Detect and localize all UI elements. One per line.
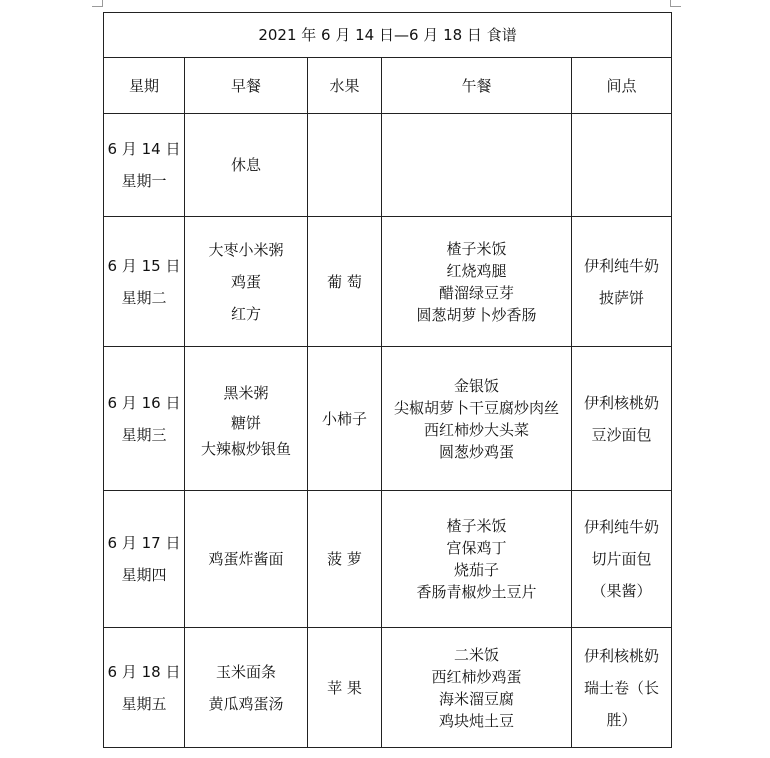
breakfast-item: 糖饼	[230, 413, 261, 432]
breakfast-cell	[185, 347, 308, 491]
breakfast-item: 大辣椒炒银鱼	[200, 439, 291, 458]
snack-item: （果酱）	[591, 582, 652, 600]
breakfast-item: 玉米面条	[215, 662, 276, 681]
snack-item: 伊利核桃奶	[584, 393, 660, 412]
day-cell	[104, 217, 185, 347]
breakfast-cell	[185, 114, 308, 217]
lunch-cell	[382, 217, 572, 347]
lunch-item: 醋溜绿豆芽	[438, 283, 514, 302]
lunch-item: 烧茄子	[453, 561, 499, 579]
breakfast-item: 鸡蛋	[230, 272, 261, 291]
snack-item: 伊利纯牛奶	[584, 256, 660, 275]
lunch-item: 圆葱炒鸡蛋	[438, 442, 514, 461]
header-breakfast: 早餐	[185, 58, 308, 114]
header-lunch: 午餐	[382, 58, 572, 114]
header-weekday: 星期	[104, 58, 185, 114]
breakfast-cell	[185, 628, 308, 748]
breakfast-item: 鸡蛋炸酱面	[208, 550, 284, 568]
lunch-item: 红烧鸡腿	[446, 261, 507, 280]
snack-cell	[572, 628, 672, 748]
header-snack: 间点	[572, 58, 672, 114]
table-row-thu	[104, 491, 672, 628]
date-label: 6 月 18 日	[107, 662, 181, 681]
page-corner-mark-right	[670, 0, 681, 7]
breakfast-cell	[185, 491, 308, 628]
weekday-label: 星期一	[121, 172, 167, 190]
day-cell	[104, 491, 185, 628]
weekday-label: 星期四	[121, 566, 167, 584]
breakfast-item: 黄瓜鸡蛋汤	[208, 694, 284, 713]
lunch-item: 二米饭	[453, 645, 499, 664]
lunch-cell	[382, 347, 572, 491]
menu-title: 2021 年 6 月 14 日—6 月 18 日 食谱	[104, 13, 672, 58]
breakfast-item: 休息	[230, 156, 261, 174]
lunch-item: 尖椒胡萝卜干豆腐炒肉丝	[393, 398, 559, 417]
day-cell	[104, 628, 185, 748]
lunch-item: 金银饭	[453, 376, 499, 395]
lunch-cell	[382, 491, 572, 628]
breakfast-cell	[185, 217, 308, 347]
header-fruit: 水果	[308, 58, 382, 114]
lunch-item: 鸡块炖土豆	[438, 711, 514, 730]
date-label: 6 月 14 日	[107, 140, 181, 158]
lunch-item: 楂子米饭	[446, 239, 507, 258]
page-corner-mark-left	[92, 0, 103, 7]
table-row-wed	[104, 347, 672, 491]
date-label: 6 月 16 日	[107, 393, 181, 412]
lunch-cell	[382, 114, 572, 217]
date-label: 6 月 15 日	[107, 256, 181, 275]
lunch-item: 宫保鸡丁	[446, 539, 507, 557]
breakfast-item: 黑米粥	[223, 383, 269, 402]
table-row-tue	[104, 217, 672, 347]
weekly-menu-table	[103, 12, 672, 748]
date-label: 6 月 17 日	[107, 534, 181, 552]
lunch-item: 海米溜豆腐	[438, 689, 514, 708]
weekday-label: 星期二	[121, 288, 167, 307]
weekday-label: 星期三	[121, 425, 167, 444]
snack-cell	[572, 491, 672, 628]
weekday-label: 星期五	[121, 694, 167, 713]
snack-item: 伊利纯牛奶	[584, 518, 660, 536]
fruit-cell: 苹 果	[308, 628, 382, 748]
snack-item: 切片面包	[591, 550, 652, 568]
fruit-cell: 菠 萝	[308, 491, 382, 628]
day-cell	[104, 347, 185, 491]
lunch-item: 圆葱胡萝卜炒香肠	[416, 305, 537, 324]
snack-cell	[572, 347, 672, 491]
lunch-item: 西红柿炒鸡蛋	[431, 667, 522, 686]
lunch-item: 楂子米饭	[446, 517, 507, 535]
snack-item: 瑞士卷（长	[584, 678, 660, 697]
table-row-fri	[104, 628, 672, 748]
table-row-mon	[104, 114, 672, 217]
fruit-cell: 小柿子	[308, 347, 382, 491]
snack-cell	[572, 217, 672, 347]
day-cell	[104, 114, 185, 217]
fruit-cell	[308, 114, 382, 217]
snack-cell	[572, 114, 672, 217]
fruit-cell: 葡 萄	[308, 217, 382, 347]
snack-item: 胜）	[606, 710, 637, 729]
snack-item: 披萨饼	[599, 288, 645, 307]
snack-item: 豆沙面包	[591, 425, 652, 444]
lunch-cell	[382, 628, 572, 748]
lunch-item: 西红柿炒大头菜	[423, 420, 529, 439]
snack-item: 伊利核桃奶	[584, 646, 660, 665]
lunch-item: 香肠青椒炒土豆片	[416, 583, 537, 601]
breakfast-item: 大枣小米粥	[208, 240, 284, 259]
breakfast-item: 红方	[230, 304, 261, 323]
